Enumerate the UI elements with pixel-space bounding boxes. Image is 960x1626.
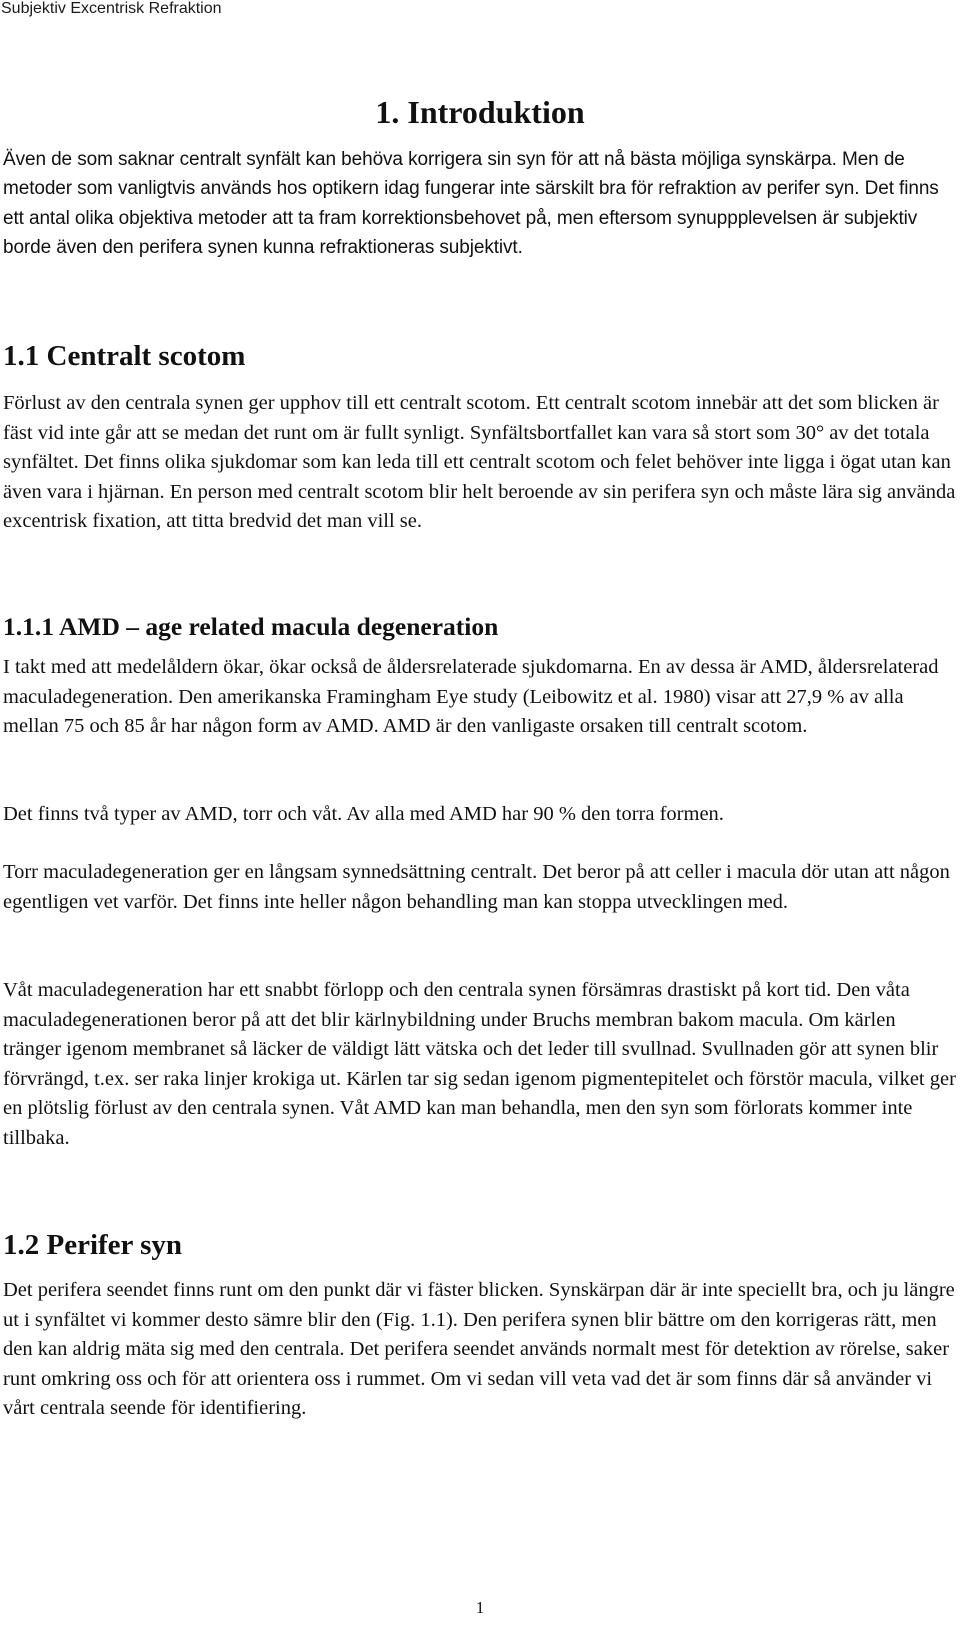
perifer-syn-paragraph: Det perifera seendet finns runt om den punkt där vi fäster blicken. Synskärpan där är inte speciellt bra, och ju längre ut i synfältet vi kommer desto sämre blir den (Fig. 1.1). Den perifera synen blir bättre om den korrigeras rätt, men den kan aldrig mäta sig med den centrala. Det perifera seendet används normalt mest för detektion av rörelse, saker runt omkring oss och för att orientera oss i rummet. Om vi sedan vill veta vad det är som finns där så använder vi vårt centrala seende för identifiering. [3, 1279, 955, 1420]
section-heading-perifer-syn: 1.2 Perifer syn [3, 1229, 183, 1261]
page-number: 1 [475, 1598, 485, 1617]
section-heading-introduktion: 1. Introduktion [375, 94, 585, 130]
amd-paragraph-1: I takt med att medelåldern ökar, ökar också de åldersrelaterade sjukdomarna. En av dessa är AMD, åldersrelaterad maculadegeneration. Den amerikanska Framingham Eye study (Leibowitz et al. 1980) visar att 27,9 % av alla mellan 75 och 85 år har någon form av AMD. AMD är den vanligaste orsaken till centralt scotom. [3, 656, 939, 738]
running-header: Subjektiv Excentrisk Refraktion [1, 0, 222, 17]
section-heading-amd: 1.1.1 AMD – age related macula degeneration [3, 612, 499, 641]
section-heading-centralt-scotom: 1.1 Centralt scotom [3, 340, 246, 372]
amd-paragraph-4: Våt maculadegeneration har ett snabbt förlopp och den centrala synen försämras drastiskt på kort tid. Den våta maculadegenerationen beror på att det blir kärlnybildning under Bruchs membran bakom macula. Om kärlen tränger igenom membranet så läcker de väldigt lätt vätska och det leder till svullnad. Svullnaden gör att synen blir förvrängd, t.ex. ser raka linjer krokiga ut. Kärlen tar sig sedan igenom pigmentepitelet och förstör macula, vilket ger en plötslig förlust av den centrala synen. Våt AMD kan man behandla, men den syn som förlorats kommer inte tillbaka. [3, 979, 956, 1149]
intro-paragraph: Även de som saknar centralt synfält kan behöva korrigera sin syn för att nå bästa möjliga synskärpa. Men de metoder som vanligtvis används hos optikern idag fungerar inte särskilt bra för refraktion av perifer syn. Det finns ett antal olika objektiva metoder att ta fram korrektionsbehovet på, men eftersom synuppplevelsen är subjektiv borde även den perifera synen kunna refraktioneras subjektivt. [3, 149, 939, 258]
amd-paragraph-2: Det finns två typer av AMD, torr och våt. Av alla med AMD har 90 % den torra formen. [3, 803, 724, 825]
centralt-scotom-paragraph: Förlust av den centrala synen ger upphov till ett centralt scotom. Ett centralt scotom innebär att det som blicken är fäst vid inte går att se medan det runt om är fullt synligt. Synfältsbortfallet kan vara så stort som 30° av det totala synfältet. Det finns olika sjukdomar som kan leda till ett centralt scotom och felet behöver inte ligga i ögat utan kan även vara i hjärnan. En person med centralt scotom blir helt beroende av sin perifera syn och måste lära sig använda excentrisk fixation, att titta bredvid det man vill se. [3, 392, 956, 533]
amd-paragraph-3: Torr maculadegeneration ger en långsam synnedsättning centralt. Det beror på att celler i macula dör utan att någon egentligen vet varför. Det finns inte heller någon behandling man kan stoppa utvecklingen med. [3, 861, 950, 913]
